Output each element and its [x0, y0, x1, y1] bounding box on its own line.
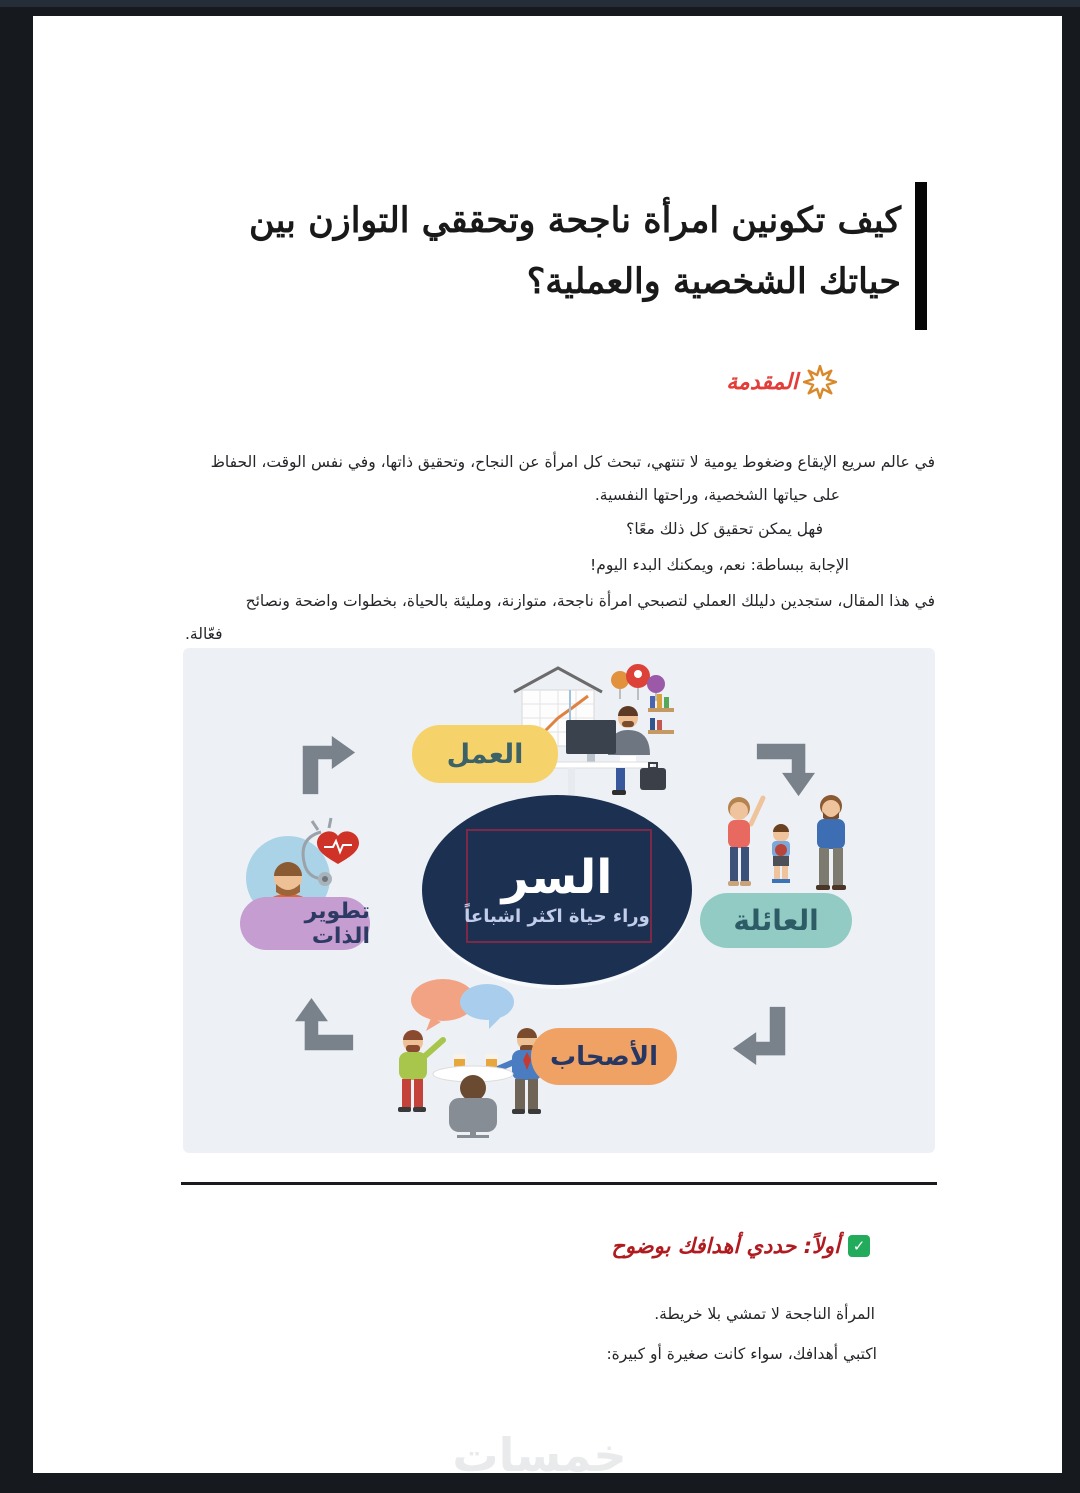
goals-line1: المرأة الناجحة لا تمشي بلا خريطة.: [654, 1305, 875, 1323]
section-divider: [181, 1182, 937, 1185]
node-family: العائلة: [700, 893, 852, 948]
page-title-line1: كيف تكونين امرأة ناجحة وتحققي التوازن بين: [248, 200, 901, 241]
intro-paragraph1-line2: على حياتها الشخصية، وراحتها النفسية.: [594, 486, 840, 504]
goals-heading-label: أولاً: حددي أهدافك بوضوح: [611, 1234, 840, 1258]
cycle-arrow-left-icon: [731, 1003, 793, 1065]
intro-paragraph2-line2: فعّالة.: [185, 625, 223, 643]
browser-top-strip: [0, 0, 1080, 7]
node-work: العمل: [412, 725, 558, 783]
node-self-development: تطوير الذات: [240, 897, 370, 950]
center-title: السر: [501, 849, 613, 905]
intro-question: فهل يمكن تحقيق كل ذلك معًا؟: [626, 520, 823, 538]
document-page: [33, 16, 1062, 1482]
cycle-arrow-down-icon: [753, 736, 815, 798]
checkmark-icon: ✓: [848, 1235, 870, 1257]
node-friends: الأصحاب: [531, 1028, 677, 1085]
page-title-line2: حياتك الشخصية والعملية؟: [526, 261, 901, 302]
intro-heading: [726, 365, 837, 399]
cycle-arrow-right-icon: [295, 736, 357, 798]
document-content: [183, 16, 935, 1473]
goals-line2: اكتبي أهدافك، سواء كانت صغيرة أو كبيرة:: [606, 1345, 877, 1363]
intro-paragraph1-line1: في عالم سريع الإيقاع وضغوط يومية لا تنتهي، تبحث كل امرأة عن النجاح، وتحقيق ذاتها، وفي نفس الوقت، الحفاظ: [210, 453, 935, 471]
life-balance-infographic: [183, 648, 935, 1153]
cycle-arrow-up-icon: [295, 996, 357, 1058]
intro-paragraph2-line1: في هذا المقال، ستجدين دليلك العملي لتصبحي امرأة ناجحة، متوازنة، ومليئة بالحياة، بخطوات واضحة ونصائح: [245, 592, 935, 610]
center-subtitle: وراء حياة اكثر اشباعاً: [464, 906, 650, 928]
infographic-center-oval: [422, 795, 692, 985]
khamsat-watermark: خمسات: [452, 1428, 627, 1482]
intro-answer: الإجابة ببساطة: نعم، ويمكنك البدء اليوم!: [590, 556, 849, 574]
goals-heading: [611, 1234, 870, 1258]
page-title: [197, 182, 927, 330]
star-icon: [803, 365, 837, 399]
intro-heading-label: المقدمة: [726, 369, 798, 395]
